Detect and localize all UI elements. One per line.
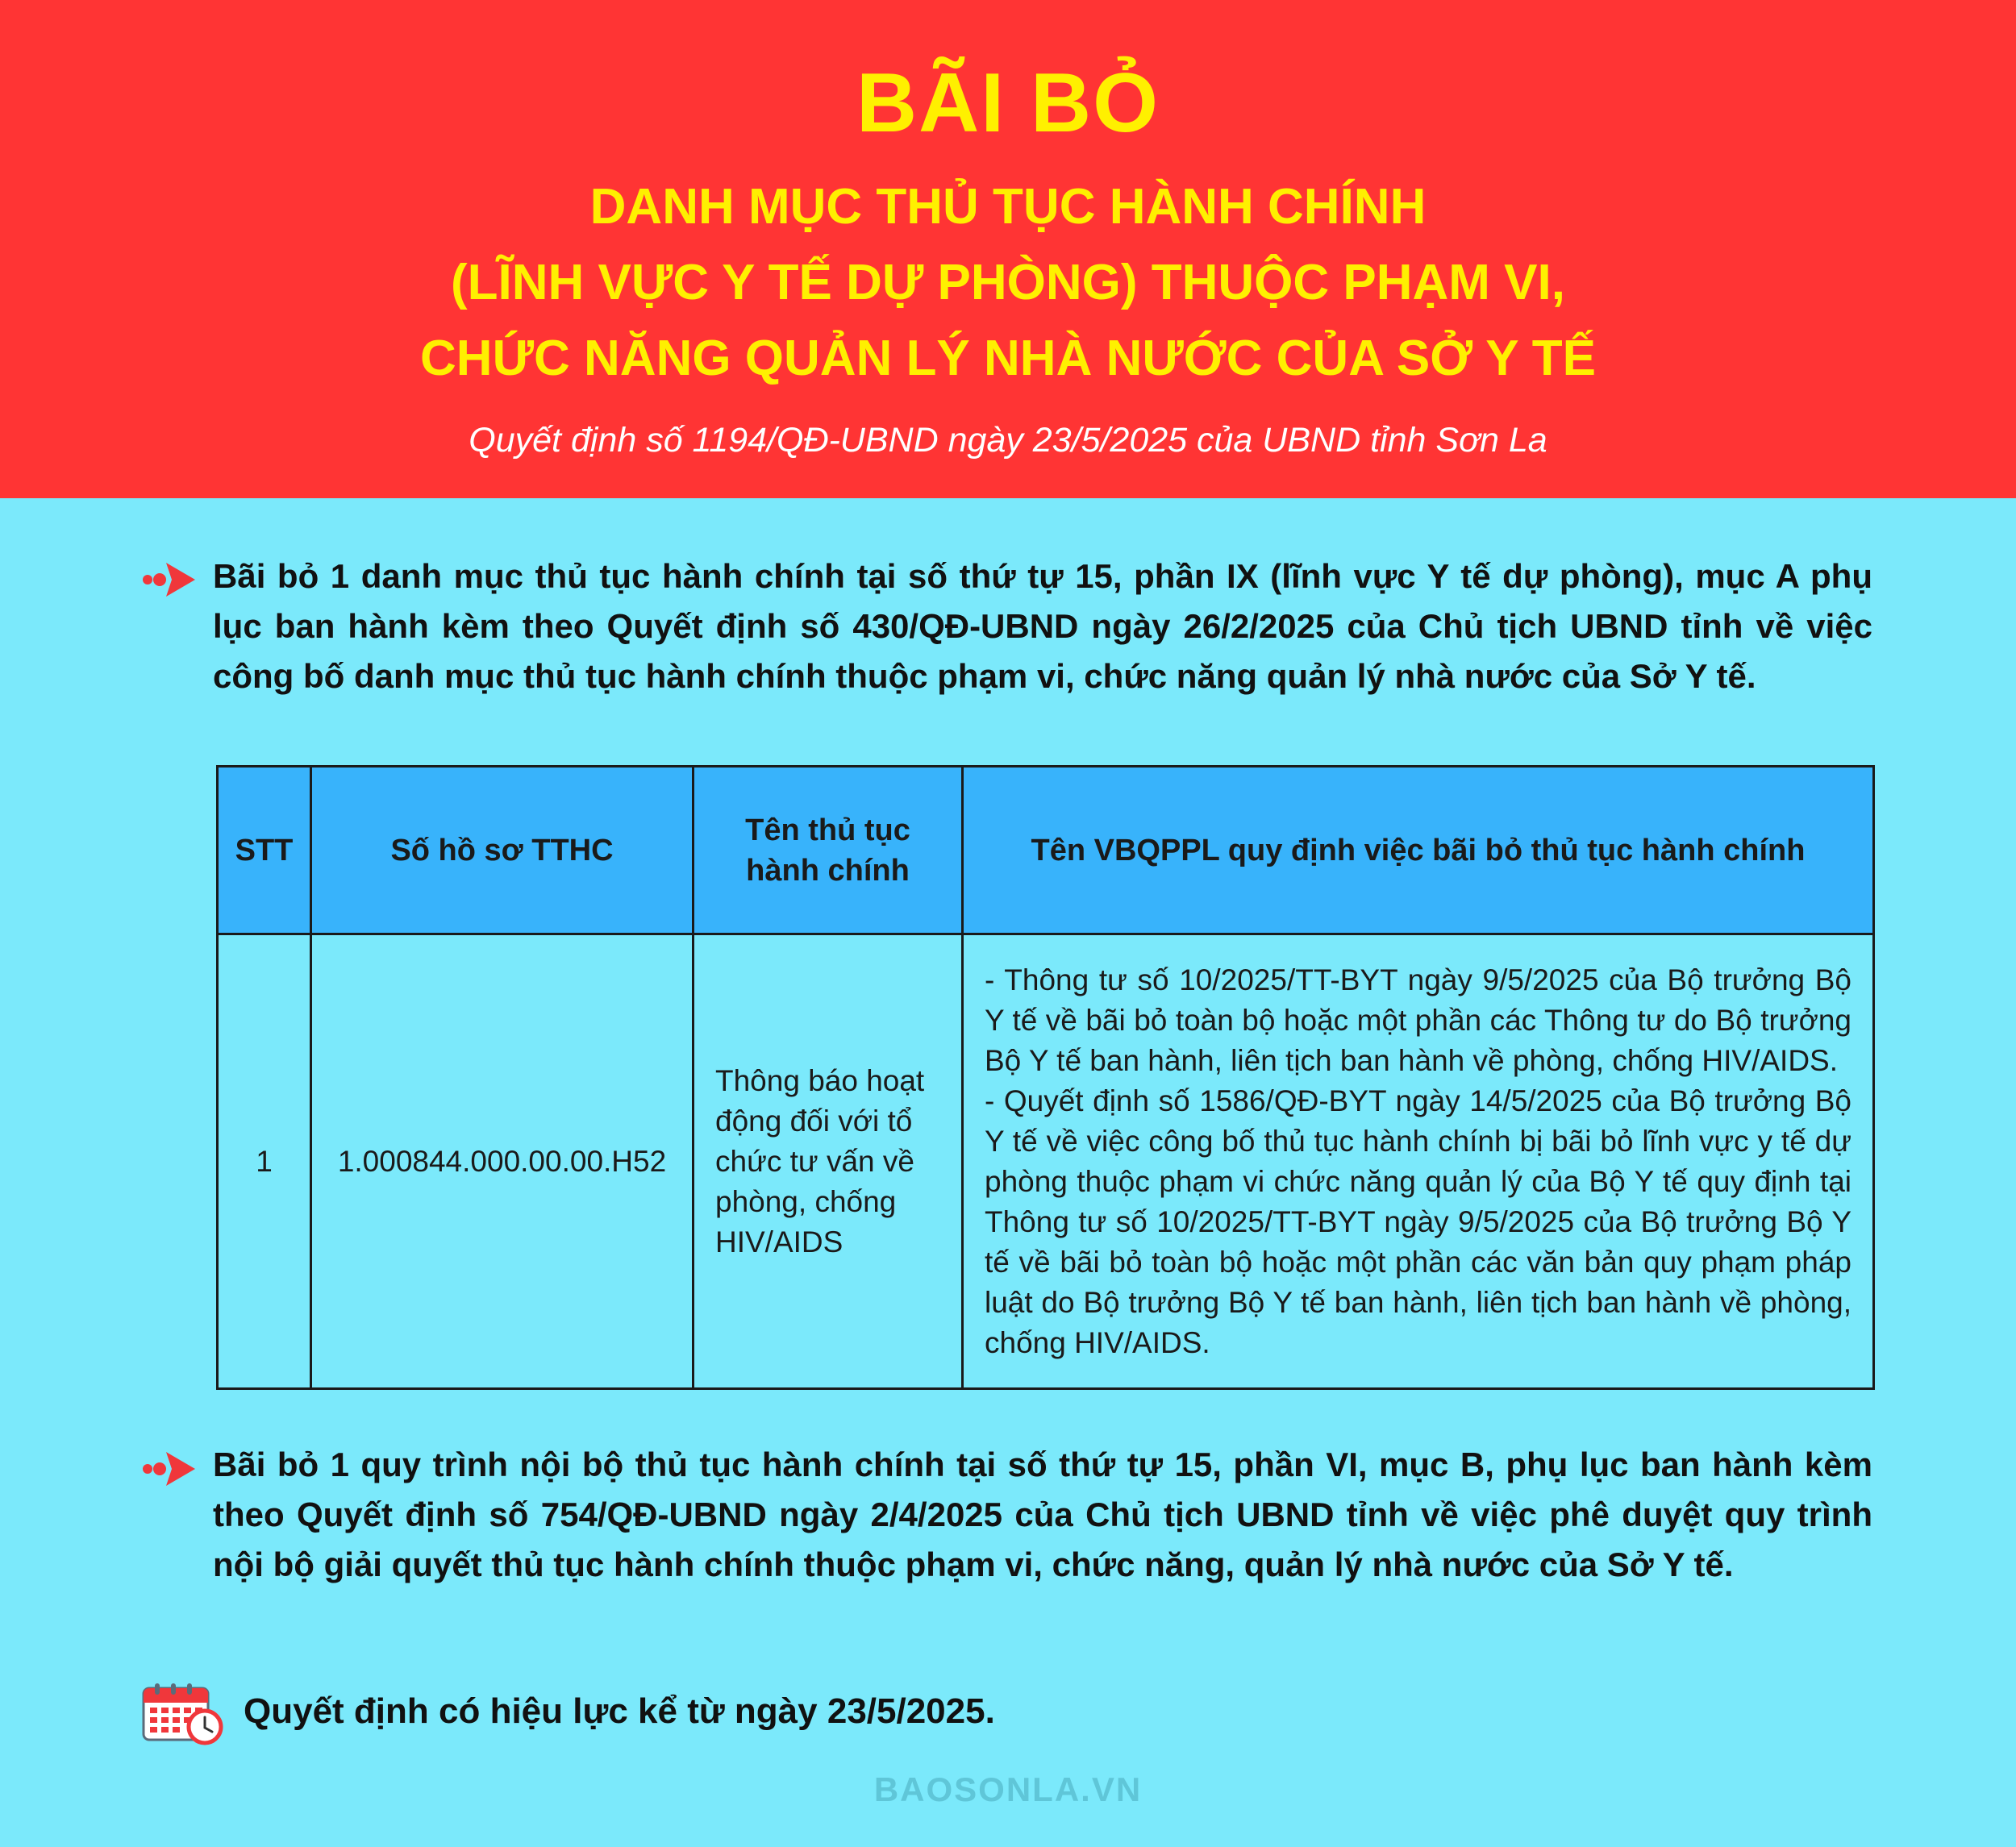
calendar-clock-icon (142, 1682, 226, 1746)
subtitle-line-1: DANH MỤC THỦ TỤC HÀNH CHÍNH (589, 179, 1427, 235)
bullet-text-1: Bãi bỏ 1 danh mục thủ tục hành chính tại số thứ tự 15, phần IX (lĩnh vực Y tế dự phòng), mục A phụ lục ban hành kèm theo Quyết định số 430/QĐ-UBND ngày 26/2/2025 của Chủ tịch UBND tỉnh về việc công bố danh mục thủ tục hành chính thuộc phạm vi, chức năng quản lý nhà nước của Sở Y tế. (213, 557, 1872, 695)
effective-date-text: Quyết định có hiệu lực kể từ ngày 23/5/2025. (244, 1691, 995, 1731)
column-header-name: Tên thủ tục hành chính (694, 767, 963, 934)
subtitle-line-2: (LĨNH VỰC Y TẾ DỰ PHÒNG) THUỘC PHẠM VI, (451, 255, 1565, 310)
column-header-code: Số hồ sơ TTHC (311, 767, 694, 934)
cell-stt: 1 (218, 934, 311, 1389)
column-header-doc: Tên VBQPPL quy định việc bãi bỏ thủ tục hành chính (963, 767, 1874, 934)
source-watermark: BAOSONLA.VN (873, 1770, 1143, 1808)
header-banner (0, 0, 2016, 498)
decision-reference: Quyết định số 1194/QĐ-UBND ngày 23/5/2025 của UBND tỉnh Sơn La (469, 421, 1547, 460)
procedure-table (216, 765, 1875, 1390)
cell-code: 1.000844.000.00.00.H52 (311, 934, 694, 1389)
cell-doc (963, 934, 1874, 1389)
page-subtitle (0, 169, 2016, 397)
cell-doc-line-1: - Thông tư số 10/2025/TT-BYT ngày 9/5/2025 của Bộ trưởng Bộ Y tế về bãi bỏ toàn bộ hoặc một phần các Thông tư do Bộ trưởng Bộ Y tế ban hành, liên tịch ban hành về phòng, chống HIV/AIDS. (985, 963, 1851, 1077)
cell-name: Thông báo hoạt động đối với tổ chức tư vấn về phòng, chống HIV/AIDS (694, 934, 963, 1389)
table-header-row (218, 767, 1874, 934)
column-header-stt: STT (218, 767, 311, 934)
bullet-text-2: Bãi bỏ 1 quy trình nội bộ thủ tục hành chính tại số thứ tự 15, phần VI, mục B, phụ lục ban hành kèm theo Quyết định số 754/QĐ-UBND ngày 2/4/2025 của Chủ tịch UBND tỉnh về việc phê duyệt quy trình nội bộ giải quyết thủ tục hành chính thuộc phạm vi, chức năng, quản lý nhà nước của Sở Y tế. (213, 1446, 1872, 1583)
table-row (218, 934, 1874, 1389)
arrow-right-icon (142, 560, 198, 600)
arrow-right-icon (142, 1449, 198, 1489)
cell-doc-line-2: - Quyết định số 1586/QĐ-BYT ngày 14/5/2025 của Bộ trưởng Bộ Y tế về việc công bố thủ tục hành chính bị bãi bỏ lĩnh vực y tế dự phòng thuộc phạm vi chức năng quản lý của Bộ Y tế quy định tại Thông tư số 10/2025/TT-BYT ngày 9/5/2025 của Bộ trưởng Bộ Y tế về bãi bỏ toàn bộ hoặc một phần các văn bản quy phạm pháp luật do Bộ trưởng Bộ Y tế ban hành, liên tịch ban hành về phòng, chống HIV/AIDS. (985, 1084, 1851, 1359)
subtitle-line-3: CHỨC NĂNG QUẢN LÝ NHÀ NƯỚC CỦA SỞ Y TẾ (420, 331, 1596, 386)
page-title: BÃI BỎ (856, 56, 1160, 150)
